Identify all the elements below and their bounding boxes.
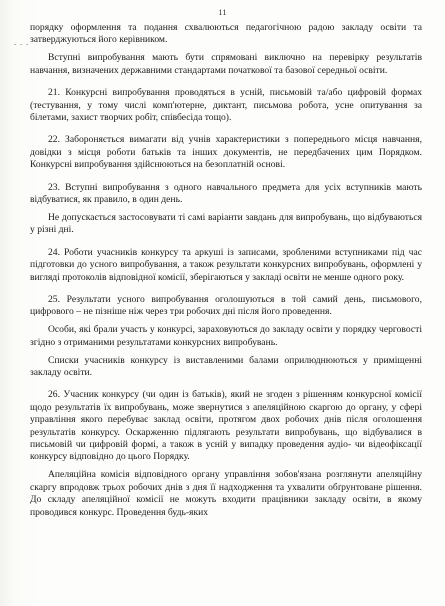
paragraph: Списки учасників конкурсу із виставленими балами оприлюднюються у приміщенні закладу освіти.: [30, 354, 422, 378]
paragraph-clause-26: 26. Учасник конкурсу (чи один із батьків), який не згоден з рішенням конкурсної комісії щодо результатів їх випробувань, може звернутися з апеляційною скаргою до органу, у сфері управління якого перебуває заклад освіти, протягом двох робочих днів після оголошення результатів конкурсу. Оскарженню підлягають результати випробувань, що відбувалися в письмовій чи цифровій формі, а також в усній у випадку проведення аудіо- чи відеофіксації конкурсу відповідно до цього Порядку.: [30, 389, 422, 463]
paragraph-clause-22: 22. Забороняється вимагати від учнів характеристики з попереднього місця навчання, довідки з місця роботи батьків та інших документів, не передбачених цим Порядком. Конкурсні випробування здійснюються на безоплатній основі.: [30, 134, 422, 171]
paragraph-clause-25: 25. Результати усного випробування оголошуються в той самий день, письмового, цифрового – не пізніше ніж через три робочих дні після його проведення.: [30, 293, 422, 318]
document-body: [30, 22, 422, 524]
paragraph: Вступні випробування мають бути спрямовані виключно на перевірку результатів навчання, визначених державними стандартами початкової та базової середньої освіти.: [30, 52, 422, 76]
paragraph-clause-21: 21. Конкурсні випробування проводяться в усній, письмовій та/або цифровій формах (тестування, у тому числі комп'ютерне, диктант, письмова робота, усне опитування за білетами, захист творчих робіт, співбесіда тощо).: [30, 87, 422, 123]
paragraph: Апеляційна комісія відповідного органу управління зобов'язана розглянути апеляційну скаргу впродовж трьох робочих днів з дня її надходження та ухвалити обґрунтоване рішення. До складу апеляційної комісії не можуть входити працівники закладу освіти, в якому проводився конкурс. Проведення будь-яких: [30, 469, 422, 518]
page-number: 11: [218, 7, 227, 17]
paragraph-clause-23: 23. Вступні випробування з одного навчального предмета для усіх вступників мають відбуватися, як правило, в один день.: [30, 181, 422, 205]
paragraph: Особи, які брали участь у конкурсі, зараховуються до закладу освіти у порядку черговості згідно з отриманими результатами конкурсних випробувань.: [30, 324, 422, 348]
paragraph: Не допускається застосовувати ті самі варіанти завдань для випробувань, що відбуваються у різні дні.: [30, 211, 422, 236]
margin-mark: - - -: [14, 40, 30, 48]
paragraph-clause-24: 24. Роботи учасників конкурсу та аркуші із записами, зробленими вступниками під час підготовки до усного випробування, а також результати конкурсних випробувань, оформлені у вигляді протоколів відповідної комісії, зберігаються у закладі освіти не менше одного року.: [30, 246, 422, 283]
paragraph-continuation: порядку оформлення та подання схвалюються педагогічною радою закладу освіти та затверджуються його керівником.: [30, 22, 422, 46]
